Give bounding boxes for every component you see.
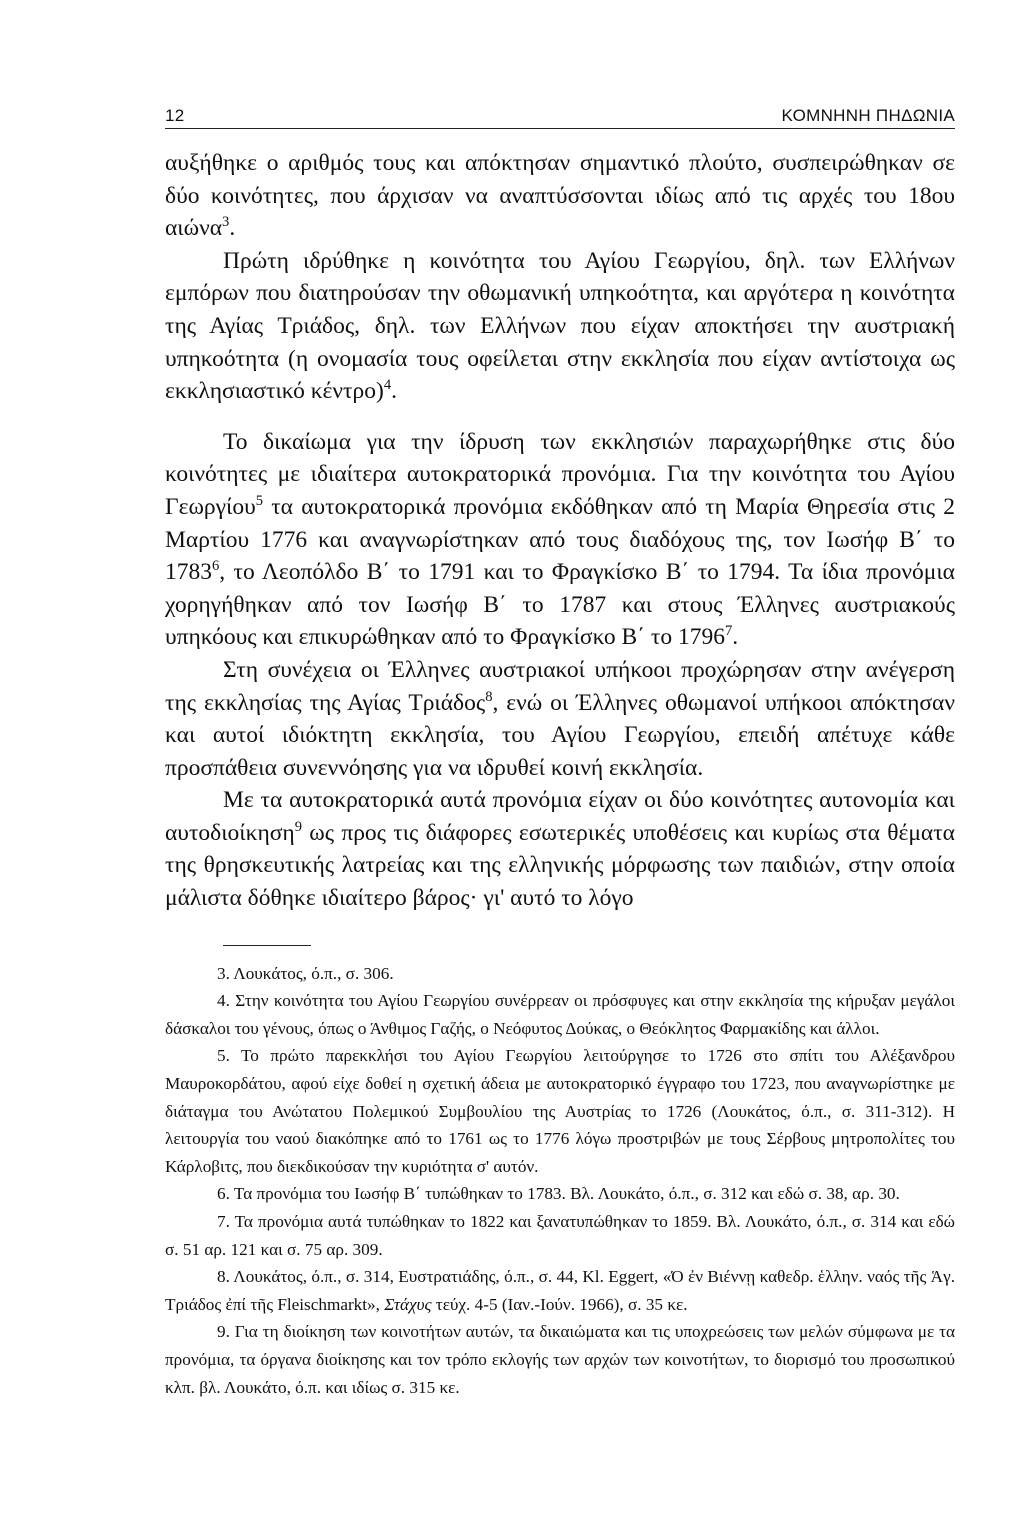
paragraph (165, 654, 955, 784)
text-run: . (229, 215, 236, 242)
text-run: 8. Λουκάτος, ό.π., σ. 314, Ευστρατιάδης, ό.π., σ. 44, Kl. Eggert, «Ό ἐν Βιέννῃ καθεδρ. ἑλλην. ναός τῆς Ἁγ. Τριάδος ἐπί τῆς Fleischmarkt», (165, 1267, 955, 1314)
footnote (165, 987, 955, 1042)
footnote-separator (223, 945, 311, 946)
footnote (165, 1263, 955, 1318)
italic-title: Στάχυς (384, 1294, 432, 1314)
text-run: , ενώ οι Έλληνες οθωμανοί υπήκοοι απόκτησαν και αυτοί ιδιόκτητη εκκλησία, του Αγίου Γεωργίου, επειδή απέτυχε κάθε προσπάθεια συνεννόησης για να ιδρυθεί κοινή εκκλησία. (165, 689, 955, 781)
text-run: Στη συνέχεια οι Έλληνες αυστριακοί υπήκοοι προχώρησαν στην ανέγερση της εκκλησίας της Αγίας Τριάδος (165, 656, 955, 716)
text-run: , το Λεοπόλδο Β΄ το 1791 και το Φραγκίσκο Β΄ το 1794. Τα ίδια προνόμια χορηγήθηκαν από τον Ιωσήφ Β΄ το 1787 και στους Έλληνες αυστριακούς υπηκόους και επικυρώθηκαν από το Φραγκίσκο Β΄ το 1796 (165, 559, 955, 651)
text-run: . (391, 378, 397, 405)
book-page (165, 100, 955, 1401)
footnote-ref: 4 (383, 377, 392, 394)
text-run: 6. Τα προνόμια του Ιωσήφ Β΄ τυπώθηκαν το 1783. Βλ. Λουκάτο, ό.π., σ. 312 και εδώ σ. 38, αρ. 30. (217, 1184, 900, 1204)
main-text (165, 147, 955, 915)
running-head (165, 100, 955, 126)
paragraph (165, 784, 955, 914)
footnote (165, 960, 955, 988)
text-run: 9. Για τη διοίκηση των κοινοτήτων αυτών, τα δικαιώματα και τις υποχρεώσεις των μελών σύμφωνα με τα προνόμια, τα όργανα διοίκησης και τον τρόπο εκλογής των αρχών των κοινοτήτων, το διορισμό του προσωπικού κλπ. βλ. Λουκάτο, ό.π. και ιδίως σ. 315 κε. (165, 1322, 955, 1397)
text-run: Το δικαίωμα για την ίδρυση των εκκλησιών παραχωρήθηκε στις δύο κοινότητες με ιδιαίτερα αυτοκρατορικά προνόμια. Για την κοινότητα του Αγίου Γεωργίου (165, 428, 955, 520)
text-run: . (732, 624, 739, 651)
text-run: αυξήθηκε ο αριθμός τους και απόκτησαν σημαντικό πλούτο, συσπειρώθηκαν σε δύο κοινότητες, που άρχισαν να αναπτύσσονται ιδίως από τις αρχές του 18ου αιώνα (165, 150, 955, 242)
paragraph (165, 426, 955, 654)
text-run: τα αυτοκρατορικά προνόμια εκδόθηκαν από τη Μαρία Θηρεσία στις 2 Μαρτίου 1776 και αναγνωρίστηκαν από τους διαδόχους της, τον Ιωσήφ Β΄ το 1783 (165, 493, 955, 586)
text-run: 5. Το πρώτο παρεκκλήσι του Αγίου Γεωργίου λειτούργησε το 1726 στο σπίτι του Αλέξανδρου Μαυροκορδάτου, αφού είχε δοθεί η σχετική άδεια με αυτοκρατορικό έγγραφο του 1723, που αναγνωρίστηκε με διάταγμα του Ανώτατου Πολεμικού Συμβουλίου της Αυστρίας το 1726 (Λουκάτος, ό.π., σ. 311-312). Η λειτουργία του ναού διακόπηκε από το 1761 ως το 1776 λόγω προστριβών με τους Σέρβους μητροπολίτες του Κάρλοβιτς, που διεκδικούσαν την κυριότητα σ' αυτόν. (165, 1046, 955, 1176)
footnote (165, 1180, 955, 1208)
text-run: 4. Στην κοινότητα του Αγίου Γεωργίου συνέρρεαν οι πρόσφυγες και στην εκκλησία της κήρυξαν μεγάλοι δάσκαλοι του γένους, όπως ο Άνθιμος Γαζής, ο Νεόφυτος Δούκας, ο Θεόκλητος Φαρμακίδης και άλλοι. (165, 991, 955, 1038)
page-number: 12 (165, 106, 185, 125)
running-title: ΚΟΜΝΗΝΗ ΠΗΔΩΝΙΑ (781, 106, 955, 125)
footnote-ref: 6 (212, 558, 220, 575)
footnote-ref: 8 (485, 688, 493, 705)
footnote (165, 1208, 955, 1263)
text-run: Με τα αυτοκρατορικά αυτά προνόμια είχαν οι δύο κοινότητες αυτονομία και αυτοδιοίκηση (165, 787, 955, 846)
text-run: Πρώτη ιδρύθηκε η κοινότητα του Αγίου Γεωργίου, δηλ. των Ελλήνων εμπόρων που διατηρούσαν την οθωμανική υπηκοότητα, και αργότερα η κοινότητα της Αγίας Τριάδος, δηλ. των Ελλήνων που είχαν αποκτήσει την αυστριακή υπηκοότητα (η ονομασία τους οφείλεται στην εκκλησία που είχαν αντίστοιχα ως εκκλησιαστικό κέντρο) (165, 247, 955, 405)
paragraph (165, 245, 955, 408)
footnote (165, 1042, 955, 1180)
text-run: 7. Τα προνόμια αυτά τυπώθηκαν το 1822 και ξανατυπώθηκαν το 1859. Βλ. Λουκάτο, ό.π., σ. 314 και εδώ σ. 51 αρ. 121 και σ. 75 αρ. 309. (165, 1212, 955, 1259)
footnotes (165, 960, 955, 1402)
paragraph (165, 147, 955, 245)
text-run: 3. Λουκάτος, ό.π., σ. 306. (217, 963, 394, 983)
footnote-ref: 7 (725, 623, 733, 640)
footnote-ref: 9 (294, 819, 302, 836)
footnote (165, 1318, 955, 1401)
text-run: τεύχ. 4-5 (Ιαν.-Ιούν. 1966), σ. 35 κε. (431, 1294, 688, 1314)
header-rule (165, 128, 955, 129)
footnote-ref: 5 (255, 493, 264, 510)
footnote-ref: 3 (222, 214, 230, 231)
text-run: ως προς τις διάφορες εσωτερικές υποθέσεις και κυρίως στα θέματα της θρησκευτικής λατρείας και της ελληνικής μόρφωσης των παιδιών, στην οποία μάλιστα δόθηκε ιδιαίτερο βάρος· γι' αυτό το λόγο (165, 819, 955, 912)
